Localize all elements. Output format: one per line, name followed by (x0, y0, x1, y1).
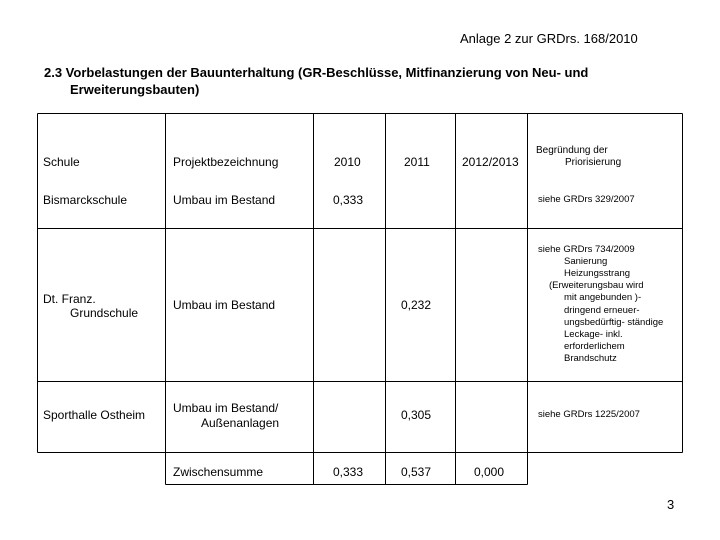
summary-2010: 0,333 (333, 465, 364, 479)
row2-begruendung-l10: Brandschutz (564, 353, 617, 364)
row2-schule-l2: Grundschule (70, 306, 139, 320)
summary-label: Zwischensumme (173, 465, 264, 479)
row1-projekt: Umbau im Bestand (173, 193, 276, 207)
section-title-line2: Erweiterungsbauten) (70, 82, 200, 97)
row3-2011: 0,305 (401, 408, 432, 422)
header-projekt: Projektbezeichnung (173, 155, 279, 169)
row2-schule-l1: Dt. Franz. (43, 292, 96, 306)
row3-schule: Sporthalle Ostheim (43, 408, 146, 422)
row1-2010: 0,333 (333, 193, 364, 207)
row2-begruendung-l8: Leckage- inkl. (564, 329, 623, 340)
row2-begruendung-l3: Heizungsstrang (564, 268, 631, 279)
row2-2011: 0,232 (401, 298, 432, 312)
summary-2011: 0,537 (401, 465, 432, 479)
row2-begruendung-l6: dringend erneuer- (564, 305, 640, 316)
row1-schule: Bismarckschule (43, 193, 128, 207)
row2-begruendung-l2: Sanierung (564, 256, 608, 267)
row3-begruendung: siehe GRDrs 1225/2007 (538, 409, 640, 420)
header-2012-2013: 2012/2013 (462, 155, 519, 169)
row2-begruendung-l4: (Erweiterungsbau wird (549, 280, 644, 291)
row3-projekt-l2: Außenanlagen (201, 416, 280, 430)
row3-projekt-l1: Umbau im Bestand/ (173, 401, 279, 415)
row2-begruendung-l7: ungsbedürftig- ständige (564, 317, 664, 328)
header-begruendung-l2: Priorisierung (565, 157, 622, 168)
row1-begruendung: siehe GRDrs 329/2007 (538, 194, 635, 205)
row2-begruendung-l9: erforderlichem (564, 341, 625, 352)
summary-2012-2013: 0,000 (474, 465, 505, 479)
row2-projekt: Umbau im Bestand (173, 298, 276, 312)
attachment-note: Anlage 2 zur GRDrs. 168/2010 (460, 31, 638, 46)
header-schule: Schule (43, 155, 80, 169)
header-2011: 2011 (404, 155, 430, 169)
header-2010: 2010 (334, 155, 361, 169)
section-title-line1: 2.3 Vorbelastungen der Bauunterhaltung (GR-Beschlüsse, Mitfinanzierung von Neu- und (44, 65, 589, 80)
header-begruendung-l1: Begründung der (536, 145, 608, 156)
row2-begruendung-l5: mit angebunden )- (564, 292, 642, 303)
page-number: 3 (667, 497, 675, 512)
row2-begruendung-l1: siehe GRDrs 734/2009 (538, 244, 635, 255)
